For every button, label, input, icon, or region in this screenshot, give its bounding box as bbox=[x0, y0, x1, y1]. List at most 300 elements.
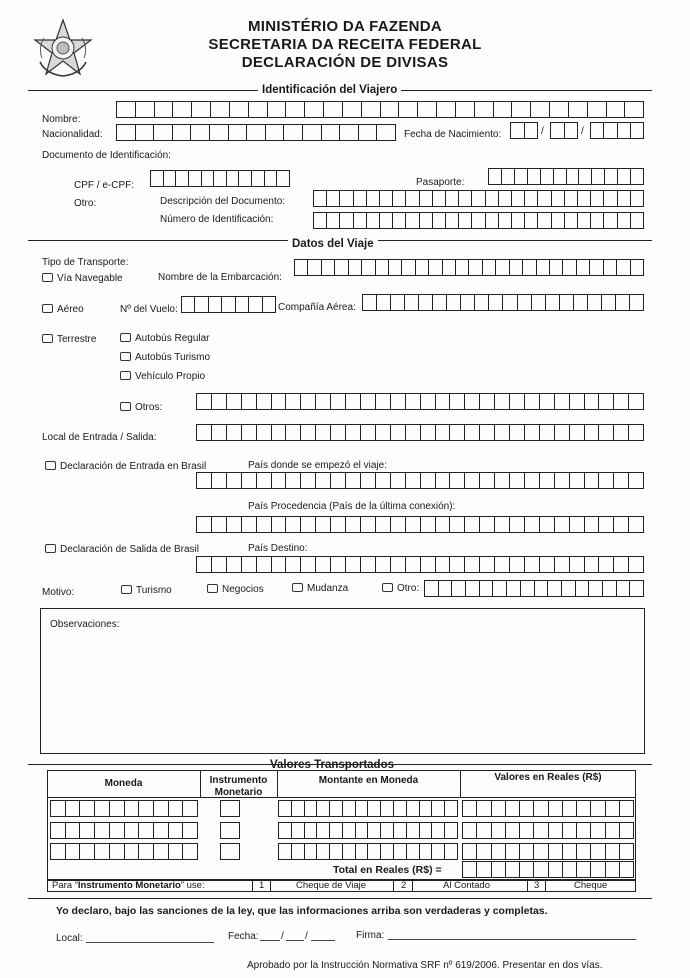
char-cell[interactable] bbox=[606, 823, 620, 838]
char-cell[interactable] bbox=[523, 260, 536, 275]
char-cell[interactable] bbox=[354, 213, 367, 228]
char-cell[interactable] bbox=[381, 102, 400, 117]
char-cell[interactable] bbox=[391, 517, 406, 532]
char-cell[interactable] bbox=[525, 213, 538, 228]
char-cell[interactable] bbox=[191, 125, 210, 140]
via-navegable-checkbox[interactable] bbox=[42, 273, 123, 285]
char-cell[interactable] bbox=[525, 123, 538, 138]
char-cell[interactable] bbox=[577, 862, 591, 877]
char-cell[interactable] bbox=[361, 557, 376, 572]
char-cell[interactable] bbox=[173, 125, 192, 140]
char-cell[interactable] bbox=[569, 102, 588, 117]
char-cell[interactable] bbox=[420, 191, 433, 206]
nombre-field[interactable] bbox=[116, 101, 644, 118]
char-cell[interactable] bbox=[576, 581, 590, 596]
char-cell[interactable] bbox=[110, 844, 125, 859]
table-row-instrumento[interactable] bbox=[220, 843, 240, 860]
char-cell[interactable] bbox=[604, 191, 617, 206]
char-cell[interactable] bbox=[169, 844, 184, 859]
char-cell[interactable] bbox=[549, 862, 563, 877]
char-cell[interactable] bbox=[465, 473, 480, 488]
char-cell[interactable] bbox=[301, 517, 316, 532]
char-cell[interactable] bbox=[257, 517, 272, 532]
char-cell[interactable] bbox=[510, 473, 525, 488]
char-cell[interactable] bbox=[599, 517, 614, 532]
char-cell[interactable] bbox=[405, 295, 419, 310]
char-cell[interactable] bbox=[550, 260, 563, 275]
char-cell[interactable] bbox=[272, 473, 287, 488]
char-cell[interactable] bbox=[316, 473, 331, 488]
char-cell[interactable] bbox=[286, 557, 301, 572]
char-cell[interactable] bbox=[376, 517, 391, 532]
char-cell[interactable] bbox=[445, 823, 457, 838]
char-cell[interactable] bbox=[292, 801, 305, 816]
char-cell[interactable] bbox=[445, 801, 457, 816]
char-cell[interactable] bbox=[540, 517, 555, 532]
char-cell[interactable] bbox=[331, 473, 346, 488]
char-cell[interactable] bbox=[494, 102, 513, 117]
char-cell[interactable] bbox=[570, 473, 585, 488]
char-cell[interactable] bbox=[316, 517, 331, 532]
char-cell[interactable] bbox=[577, 844, 591, 859]
char-cell[interactable] bbox=[209, 297, 222, 312]
char-cell[interactable] bbox=[552, 191, 565, 206]
char-cell[interactable] bbox=[585, 517, 600, 532]
char-cell[interactable] bbox=[361, 394, 376, 409]
char-cell[interactable] bbox=[549, 801, 563, 816]
char-cell[interactable] bbox=[614, 394, 629, 409]
char-cell[interactable] bbox=[585, 425, 600, 440]
birth-year-field[interactable] bbox=[590, 122, 644, 139]
char-cell[interactable] bbox=[606, 844, 620, 859]
char-cell[interactable] bbox=[367, 213, 380, 228]
char-cell[interactable] bbox=[506, 844, 520, 859]
char-cell[interactable] bbox=[367, 191, 380, 206]
char-cell[interactable] bbox=[425, 581, 439, 596]
char-cell[interactable] bbox=[592, 169, 605, 184]
char-cell[interactable] bbox=[66, 801, 81, 816]
char-cell[interactable] bbox=[465, 557, 480, 572]
char-cell[interactable] bbox=[51, 823, 66, 838]
char-cell[interactable] bbox=[183, 844, 197, 859]
char-cell[interactable] bbox=[565, 191, 578, 206]
char-cell[interactable] bbox=[221, 801, 239, 816]
char-cell[interactable] bbox=[525, 473, 540, 488]
char-cell[interactable] bbox=[436, 557, 451, 572]
char-cell[interactable] bbox=[317, 823, 330, 838]
char-cell[interactable] bbox=[197, 394, 212, 409]
char-cell[interactable] bbox=[305, 844, 318, 859]
char-cell[interactable] bbox=[242, 473, 257, 488]
char-cell[interactable] bbox=[376, 557, 391, 572]
char-cell[interactable] bbox=[263, 297, 275, 312]
char-cell[interactable] bbox=[316, 425, 331, 440]
char-cell[interactable] bbox=[565, 213, 578, 228]
char-cell[interactable] bbox=[555, 394, 570, 409]
char-cell[interactable] bbox=[563, 862, 577, 877]
char-cell[interactable] bbox=[629, 557, 643, 572]
char-cell[interactable] bbox=[552, 213, 565, 228]
char-cell[interactable] bbox=[407, 801, 420, 816]
char-cell[interactable] bbox=[227, 425, 242, 440]
char-cell[interactable] bbox=[420, 801, 433, 816]
char-cell[interactable] bbox=[110, 823, 125, 838]
char-cell[interactable] bbox=[305, 823, 318, 838]
char-cell[interactable] bbox=[80, 823, 95, 838]
char-cell[interactable] bbox=[433, 191, 446, 206]
char-cell[interactable] bbox=[480, 557, 495, 572]
char-cell[interactable] bbox=[629, 473, 643, 488]
char-cell[interactable] bbox=[629, 517, 643, 532]
char-cell[interactable] bbox=[450, 517, 465, 532]
char-cell[interactable] bbox=[486, 213, 499, 228]
char-cell[interactable] bbox=[286, 517, 301, 532]
char-cell[interactable] bbox=[242, 557, 257, 572]
char-cell[interactable] bbox=[221, 844, 239, 859]
otros-transport-checkbox[interactable] bbox=[120, 402, 162, 414]
table-row-montante[interactable] bbox=[278, 822, 458, 839]
char-cell[interactable] bbox=[222, 297, 235, 312]
char-cell[interactable] bbox=[585, 473, 600, 488]
char-cell[interactable] bbox=[588, 102, 607, 117]
char-cell[interactable] bbox=[125, 801, 140, 816]
char-cell[interactable] bbox=[176, 171, 189, 186]
char-cell[interactable] bbox=[433, 295, 447, 310]
char-cell[interactable] bbox=[472, 191, 485, 206]
char-cell[interactable] bbox=[314, 191, 327, 206]
char-cell[interactable] bbox=[477, 844, 491, 859]
char-cell[interactable] bbox=[461, 295, 475, 310]
char-cell[interactable] bbox=[616, 295, 630, 310]
char-cell[interactable] bbox=[340, 213, 353, 228]
char-cell[interactable] bbox=[381, 844, 394, 859]
char-cell[interactable] bbox=[591, 844, 605, 859]
char-cell[interactable] bbox=[393, 213, 406, 228]
fecha-month-line[interactable] bbox=[286, 940, 304, 941]
char-cell[interactable] bbox=[324, 102, 343, 117]
char-cell[interactable] bbox=[465, 394, 480, 409]
char-cell[interactable] bbox=[368, 844, 381, 859]
char-cell[interactable] bbox=[591, 191, 604, 206]
char-cell[interactable] bbox=[540, 394, 555, 409]
char-cell[interactable] bbox=[189, 171, 202, 186]
char-cell[interactable] bbox=[443, 260, 456, 275]
autobus-regular-checkbox[interactable] bbox=[120, 333, 210, 345]
birth-month-field[interactable] bbox=[550, 122, 578, 139]
char-cell[interactable] bbox=[495, 557, 510, 572]
char-cell[interactable] bbox=[588, 295, 602, 310]
char-cell[interactable] bbox=[631, 123, 643, 138]
char-cell[interactable] bbox=[391, 394, 406, 409]
char-cell[interactable] bbox=[617, 581, 631, 596]
char-cell[interactable] bbox=[317, 844, 330, 859]
char-cell[interactable] bbox=[117, 102, 136, 117]
char-cell[interactable] bbox=[579, 169, 592, 184]
char-cell[interactable] bbox=[607, 102, 626, 117]
compania-field[interactable] bbox=[362, 294, 644, 311]
aereo-checkbox[interactable] bbox=[42, 304, 84, 316]
char-cell[interactable] bbox=[376, 394, 391, 409]
char-cell[interactable] bbox=[368, 823, 381, 838]
char-cell[interactable] bbox=[495, 425, 510, 440]
char-cell[interactable] bbox=[418, 102, 437, 117]
negocios-checkbox[interactable] bbox=[207, 584, 264, 596]
char-cell[interactable] bbox=[631, 191, 643, 206]
char-cell[interactable] bbox=[330, 823, 343, 838]
char-cell[interactable] bbox=[125, 823, 140, 838]
char-cell[interactable] bbox=[391, 425, 406, 440]
char-cell[interactable] bbox=[531, 102, 550, 117]
char-cell[interactable] bbox=[577, 823, 591, 838]
char-cell[interactable] bbox=[549, 823, 563, 838]
char-cell[interactable] bbox=[446, 191, 459, 206]
char-cell[interactable] bbox=[477, 823, 491, 838]
char-cell[interactable] bbox=[620, 844, 633, 859]
vehiculo-checkbox[interactable] bbox=[120, 371, 205, 383]
char-cell[interactable] bbox=[421, 517, 436, 532]
char-cell[interactable] bbox=[617, 260, 630, 275]
char-cell[interactable] bbox=[604, 123, 617, 138]
char-cell[interactable] bbox=[252, 171, 265, 186]
char-cell[interactable] bbox=[495, 394, 510, 409]
pais-destino-field[interactable] bbox=[196, 556, 644, 573]
mudanza-checkbox[interactable] bbox=[292, 583, 348, 595]
char-cell[interactable] bbox=[394, 801, 407, 816]
char-cell[interactable] bbox=[279, 844, 292, 859]
char-cell[interactable] bbox=[452, 581, 466, 596]
char-cell[interactable] bbox=[197, 557, 212, 572]
otros-transport-field[interactable] bbox=[196, 393, 644, 410]
char-cell[interactable] bbox=[463, 801, 477, 816]
char-cell[interactable] bbox=[346, 425, 361, 440]
char-cell[interactable] bbox=[211, 102, 230, 117]
char-cell[interactable] bbox=[618, 191, 631, 206]
char-cell[interactable] bbox=[377, 125, 395, 140]
char-cell[interactable] bbox=[614, 473, 629, 488]
char-cell[interactable] bbox=[477, 801, 491, 816]
fecha-day-line[interactable] bbox=[260, 940, 280, 941]
char-cell[interactable] bbox=[492, 844, 506, 859]
char-cell[interactable] bbox=[139, 801, 154, 816]
char-cell[interactable] bbox=[136, 102, 155, 117]
char-cell[interactable] bbox=[541, 169, 554, 184]
char-cell[interactable] bbox=[589, 581, 603, 596]
char-cell[interactable] bbox=[356, 844, 369, 859]
char-cell[interactable] bbox=[602, 295, 616, 310]
char-cell[interactable] bbox=[565, 123, 578, 138]
decl-entrada-checkbox[interactable] bbox=[45, 461, 206, 473]
char-cell[interactable] bbox=[459, 213, 472, 228]
table-row-moneda[interactable] bbox=[50, 822, 198, 839]
char-cell[interactable] bbox=[335, 260, 348, 275]
char-cell[interactable] bbox=[432, 844, 445, 859]
char-cell[interactable] bbox=[249, 297, 262, 312]
char-cell[interactable] bbox=[436, 394, 451, 409]
char-cell[interactable] bbox=[331, 425, 346, 440]
char-cell[interactable] bbox=[477, 862, 491, 877]
char-cell[interactable] bbox=[629, 394, 643, 409]
char-cell[interactable] bbox=[356, 823, 369, 838]
char-cell[interactable] bbox=[499, 213, 512, 228]
char-cell[interactable] bbox=[173, 102, 192, 117]
char-cell[interactable] bbox=[432, 801, 445, 816]
char-cell[interactable] bbox=[301, 394, 316, 409]
char-cell[interactable] bbox=[301, 557, 316, 572]
char-cell[interactable] bbox=[603, 581, 617, 596]
char-cell[interactable] bbox=[555, 425, 570, 440]
char-cell[interactable] bbox=[322, 260, 335, 275]
table-row-moneda[interactable] bbox=[50, 800, 198, 817]
char-cell[interactable] bbox=[555, 517, 570, 532]
pais-procedencia-field[interactable] bbox=[196, 516, 644, 533]
char-cell[interactable] bbox=[227, 171, 240, 186]
char-cell[interactable] bbox=[420, 823, 433, 838]
char-cell[interactable] bbox=[535, 581, 549, 596]
table-row-montante[interactable] bbox=[278, 843, 458, 860]
char-cell[interactable] bbox=[169, 801, 184, 816]
char-cell[interactable] bbox=[563, 260, 576, 275]
char-cell[interactable] bbox=[117, 125, 136, 140]
char-cell[interactable] bbox=[154, 823, 169, 838]
autobus-turismo-checkbox[interactable] bbox=[120, 352, 210, 364]
char-cell[interactable] bbox=[330, 844, 343, 859]
char-cell[interactable] bbox=[620, 862, 633, 877]
char-cell[interactable] bbox=[436, 473, 451, 488]
char-cell[interactable] bbox=[316, 557, 331, 572]
char-cell[interactable] bbox=[532, 295, 546, 310]
char-cell[interactable] bbox=[406, 394, 421, 409]
char-cell[interactable] bbox=[212, 517, 227, 532]
char-cell[interactable] bbox=[591, 862, 605, 877]
char-cell[interactable] bbox=[272, 517, 287, 532]
char-cell[interactable] bbox=[164, 171, 177, 186]
char-cell[interactable] bbox=[210, 125, 229, 140]
char-cell[interactable] bbox=[406, 213, 419, 228]
char-cell[interactable] bbox=[249, 102, 268, 117]
char-cell[interactable] bbox=[631, 213, 643, 228]
char-cell[interactable] bbox=[195, 297, 208, 312]
char-cell[interactable] bbox=[567, 169, 580, 184]
char-cell[interactable] bbox=[472, 213, 485, 228]
char-cell[interactable] bbox=[139, 823, 154, 838]
char-cell[interactable] bbox=[406, 473, 421, 488]
char-cell[interactable] bbox=[551, 123, 565, 138]
char-cell[interactable] bbox=[343, 823, 356, 838]
turismo-checkbox[interactable] bbox=[121, 585, 172, 597]
char-cell[interactable] bbox=[381, 823, 394, 838]
char-cell[interactable] bbox=[520, 844, 534, 859]
char-cell[interactable] bbox=[510, 425, 525, 440]
char-cell[interactable] bbox=[463, 823, 477, 838]
char-cell[interactable] bbox=[570, 394, 585, 409]
total-field[interactable] bbox=[462, 861, 634, 878]
char-cell[interactable] bbox=[506, 823, 520, 838]
char-cell[interactable] bbox=[538, 191, 551, 206]
char-cell[interactable] bbox=[450, 425, 465, 440]
char-cell[interactable] bbox=[272, 394, 287, 409]
char-cell[interactable] bbox=[380, 191, 393, 206]
char-cell[interactable] bbox=[574, 295, 588, 310]
char-cell[interactable] bbox=[492, 801, 506, 816]
char-cell[interactable] bbox=[406, 557, 421, 572]
char-cell[interactable] bbox=[227, 473, 242, 488]
char-cell[interactable] bbox=[279, 801, 292, 816]
char-cell[interactable] bbox=[51, 801, 66, 816]
char-cell[interactable] bbox=[295, 260, 308, 275]
char-cell[interactable] bbox=[272, 557, 287, 572]
char-cell[interactable] bbox=[242, 517, 257, 532]
char-cell[interactable] bbox=[512, 213, 525, 228]
char-cell[interactable] bbox=[483, 260, 496, 275]
char-cell[interactable] bbox=[399, 102, 418, 117]
char-cell[interactable] bbox=[359, 125, 378, 140]
char-cell[interactable] bbox=[346, 517, 361, 532]
char-cell[interactable] bbox=[139, 844, 154, 859]
char-cell[interactable] bbox=[391, 295, 405, 310]
char-cell[interactable] bbox=[585, 394, 600, 409]
char-cell[interactable] bbox=[394, 844, 407, 859]
char-cell[interactable] bbox=[284, 125, 303, 140]
char-cell[interactable] bbox=[331, 557, 346, 572]
char-cell[interactable] bbox=[570, 517, 585, 532]
char-cell[interactable] bbox=[605, 169, 618, 184]
char-cell[interactable] bbox=[361, 425, 376, 440]
char-cell[interactable] bbox=[331, 394, 346, 409]
char-cell[interactable] bbox=[538, 213, 551, 228]
char-cell[interactable] bbox=[534, 844, 548, 859]
char-cell[interactable] bbox=[229, 125, 248, 140]
table-row-reales[interactable] bbox=[462, 800, 634, 817]
char-cell[interactable] bbox=[136, 125, 155, 140]
char-cell[interactable] bbox=[257, 473, 272, 488]
char-cell[interactable] bbox=[314, 213, 327, 228]
char-cell[interactable] bbox=[585, 557, 600, 572]
char-cell[interactable] bbox=[239, 171, 252, 186]
char-cell[interactable] bbox=[502, 169, 515, 184]
char-cell[interactable] bbox=[391, 557, 406, 572]
char-cell[interactable] bbox=[301, 473, 316, 488]
char-cell[interactable] bbox=[503, 295, 517, 310]
char-cell[interactable] bbox=[154, 844, 169, 859]
char-cell[interactable] bbox=[361, 473, 376, 488]
char-cell[interactable] bbox=[540, 557, 555, 572]
char-cell[interactable] bbox=[154, 801, 169, 816]
char-cell[interactable] bbox=[407, 844, 420, 859]
char-cell[interactable] bbox=[432, 823, 445, 838]
char-cell[interactable] bbox=[563, 801, 577, 816]
char-cell[interactable] bbox=[577, 801, 591, 816]
char-cell[interactable] bbox=[368, 801, 381, 816]
char-cell[interactable] bbox=[606, 801, 620, 816]
char-cell[interactable] bbox=[510, 557, 525, 572]
char-cell[interactable] bbox=[257, 394, 272, 409]
char-cell[interactable] bbox=[51, 844, 66, 859]
char-cell[interactable] bbox=[465, 425, 480, 440]
char-cell[interactable] bbox=[286, 425, 301, 440]
table-row-montante[interactable] bbox=[278, 800, 458, 817]
char-cell[interactable] bbox=[437, 102, 456, 117]
char-cell[interactable] bbox=[419, 295, 433, 310]
char-cell[interactable] bbox=[562, 581, 576, 596]
char-cell[interactable] bbox=[346, 394, 361, 409]
char-cell[interactable] bbox=[540, 473, 555, 488]
char-cell[interactable] bbox=[303, 125, 322, 140]
char-cell[interactable] bbox=[511, 123, 525, 138]
char-cell[interactable] bbox=[421, 473, 436, 488]
char-cell[interactable] bbox=[322, 125, 341, 140]
char-cell[interactable] bbox=[242, 425, 257, 440]
char-cell[interactable] bbox=[192, 102, 211, 117]
